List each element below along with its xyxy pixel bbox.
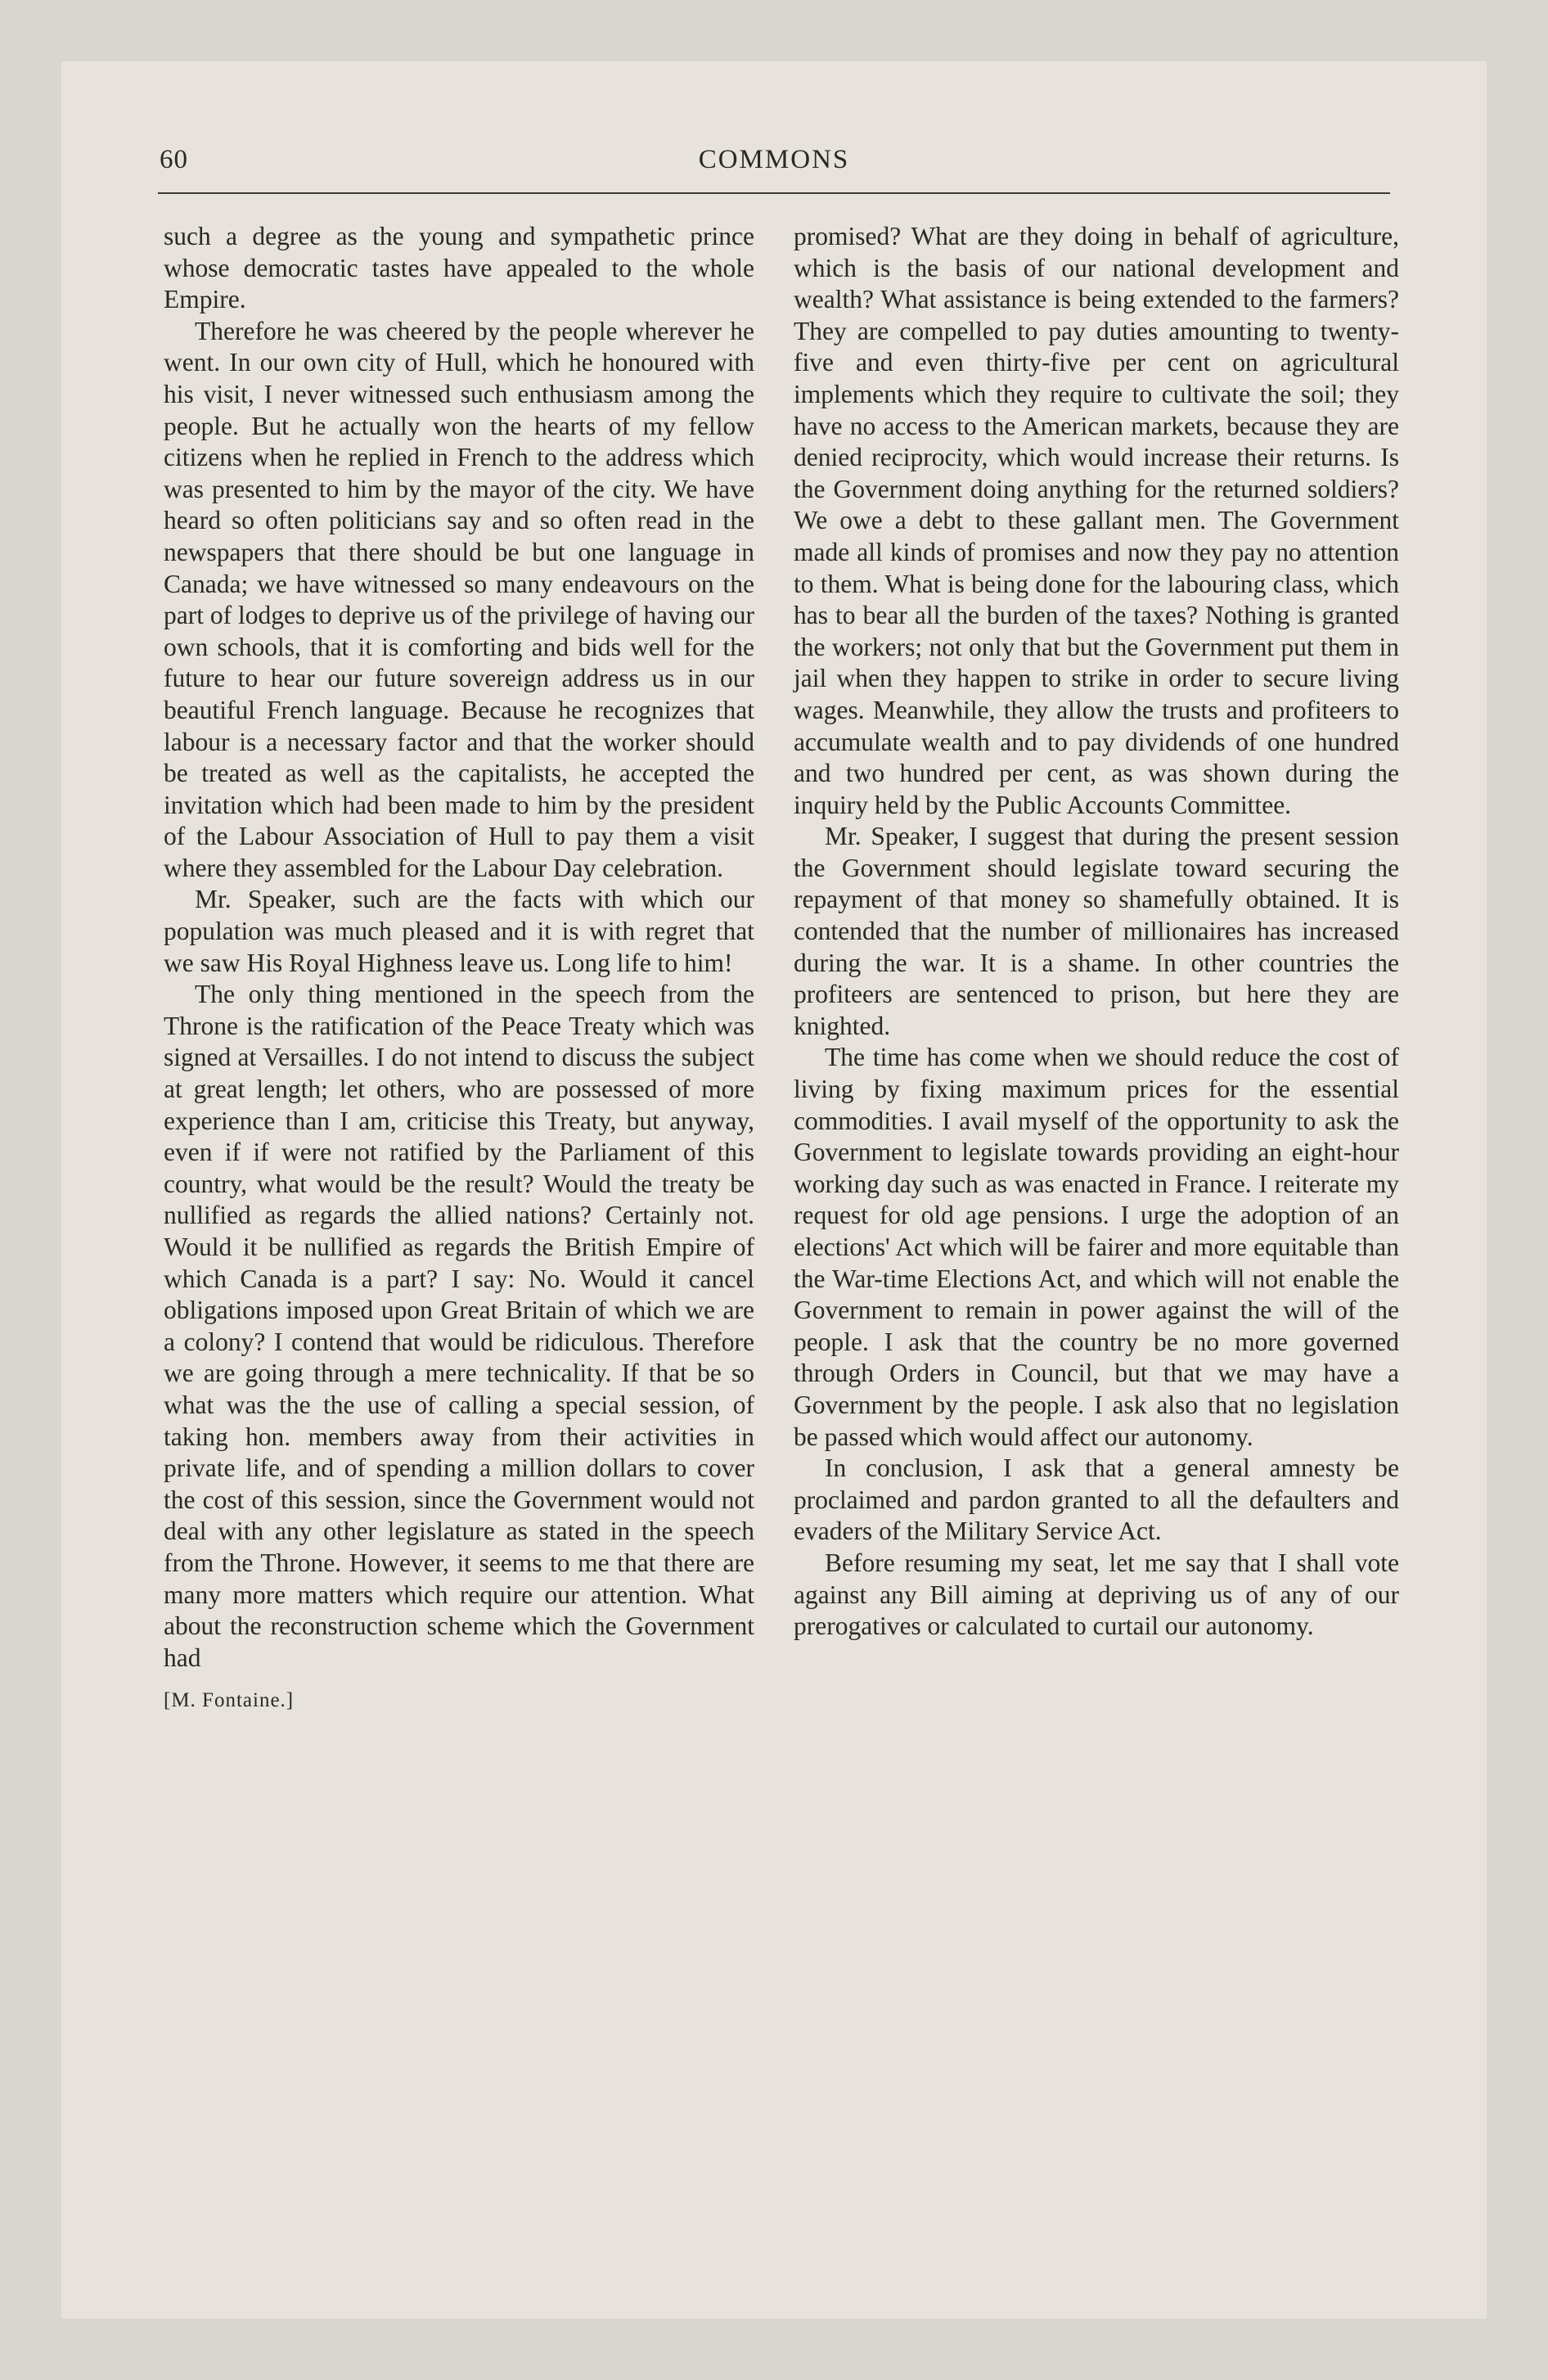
running-head: COMMONS xyxy=(698,145,850,174)
paragraph: Mr. Speaker, I suggest that during the present session the Government should legislate toward securing the repayment of that money so shamefully obtained. It is contended that the number of millionaires has increased during the war. It is a shame. In other countries the profiteers are sentenced to prison, but here they are knighted. xyxy=(794,822,1399,1040)
page-header xyxy=(160,135,1388,184)
paragraph: such a degree as the young and sympathetic prince whose democratic tastes have appealed to the whole Empire. xyxy=(164,222,754,314)
document-page xyxy=(61,61,1487,2319)
paragraph: In conclusion, I ask that a general amnesty be proclaimed and pardon granted to all the defaulters and evaders of the Military Service Act. xyxy=(794,1454,1399,1546)
page-number: 60 xyxy=(160,145,188,174)
paragraph: Before resuming my seat, let me say that I shall vote against any Bill aiming at depriving us of any of our prerogatives or calculated to curtail our autonomy. xyxy=(794,1548,1399,1641)
paragraph: Therefore he was cheered by the people wherever he went. In our own city of Hull, which he honoured with his visit, I never witnessed such enthusiasm among the people. But he actually won the hearts of my fellow citizens when he replied in French to the address which was presented to him by the mayor of the city. We have heard so often politicians say and so often read in the newspapers that there should be but one language in Canada; we have witnessed so many endeavours on the part of lodges to deprive us of the privilege of having our own schools, that it is comforting and bids well for the future to hear our future sovereign address us in our beautiful French language. Because he recognizes that labour is a necessary factor and that the worker should be treated as well as the capitalists, he accepted the invitation which had been made to him by the president of the Labour Association of Hull to pay them a visit where they assembled for the Labour Day celebration. xyxy=(164,316,754,882)
paragraph: Mr. Speaker, such are the facts with which our population was much pleased and it is with regret that we saw His Royal Highness leave us. Long life to him! xyxy=(164,885,754,977)
paragraph: The only thing mentioned in the speech from the Throne is the ratification of the Peace Treaty which was signed at Versailles. I do not intend to discuss the subject at great length; let others, who are possessed of more experience than I am, criticise this Treaty, but anyway, even if if were not ratified by the Parliament of this country, what would be the result? Would the treaty be nullified as regards the allied nations? Certainly not. Would it be nullified as regards the British Empire of which Canada is a part? I say: No. Would it cancel obligations imposed upon Great Britain of which we are a colony? I contend that would be ridiculous. Therefore we are going through a mere technicality. If that be so what was the the use of calling a special session, of taking hon. members away from their activities in private life, and of spending a million dollars to cover the cost of this session, since the Government would not deal with any other legislature as stated in the speech from the Throne. However, it seems to me that there are many more matters which require our attention. What about the reconstruction scheme which the Government had xyxy=(164,980,754,1672)
left-column xyxy=(164,221,754,1717)
right-column xyxy=(794,221,1399,1643)
speaker-attribution: [M. Fontaine.] xyxy=(164,1689,295,1712)
header-rule xyxy=(158,192,1390,194)
paragraph: promised? What are they doing in behalf of agriculture, which is the basis of our national development and wealth? What assistance is being extended to the farmers? They are compelled to pay duties amounting to twenty-five and even thirty-five per cent on agricultural implements which they require to cultivate the soil; they have no access to the American markets, because they are denied reciprocity, which would increase their returns. Is the Government doing anything for the returned soldiers? We owe a debt to these gallant men. The Government made all kinds of promises and now they pay no attention to them. What is being done for the labouring class, which has to bear all the burden of the taxes? Nothing is granted the workers; not only that but the Government put them in jail when they happen to strike in order to secure living wages. Meanwhile, they allow the trusts and profiteers to accumulate wealth and to pay dividends of one hundred and two hundred per cent, as was shown during the inquiry held by the Public Accounts Committee. xyxy=(794,222,1399,819)
paragraph: The time has come when we should reduce the cost of living by fixing maximum prices for the essential commodities. I avail myself of the opportunity to ask the Government to legislate towards providing an eight-hour working day such as was enacted in France. I reiterate my request for old age pensions. I urge the adoption of an elections' Act which will be fairer and more equitable than the War-time Elections Act, and which will not enable the Government to remain in power against the will of the people. I ask that the country be no more governed through Orders in Council, but that we may have a Government by the people. I ask also that no legislation be passed which would affect our autonomy. xyxy=(794,1043,1399,1451)
